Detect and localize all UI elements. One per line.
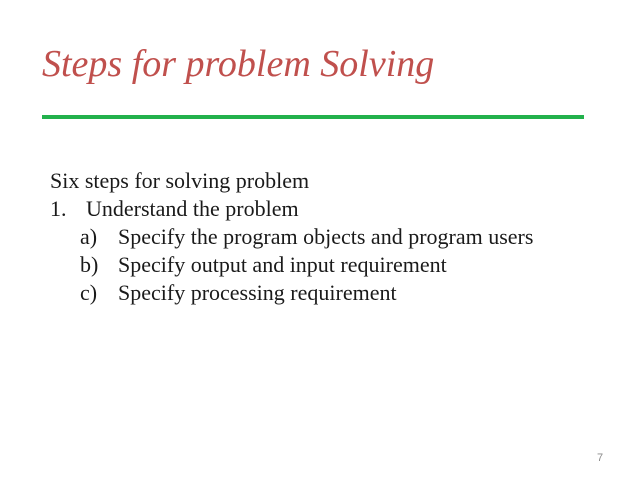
substep-text: Specify the program objects and program users	[118, 224, 534, 249]
title-divider	[42, 115, 584, 119]
substep-item	[50, 279, 610, 307]
substep-letter: b)	[80, 252, 99, 277]
step-number: 1.	[50, 196, 67, 221]
slide-body	[50, 167, 610, 307]
substep-letter: c)	[80, 280, 98, 305]
substep-letter: a)	[80, 224, 98, 249]
substep-text: Specify processing requirement	[118, 280, 397, 305]
slide-title: Steps for problem Solving	[42, 43, 435, 85]
page-number: 7	[596, 452, 604, 464]
intro-text: Six steps for solving problem	[50, 168, 310, 193]
step-text: Understand the problem	[86, 196, 299, 221]
step-item	[50, 195, 610, 223]
substep-item	[50, 223, 610, 251]
substep-item	[50, 251, 610, 279]
substep-list	[50, 223, 610, 307]
substep-text: Specify output and input requirement	[118, 252, 447, 277]
